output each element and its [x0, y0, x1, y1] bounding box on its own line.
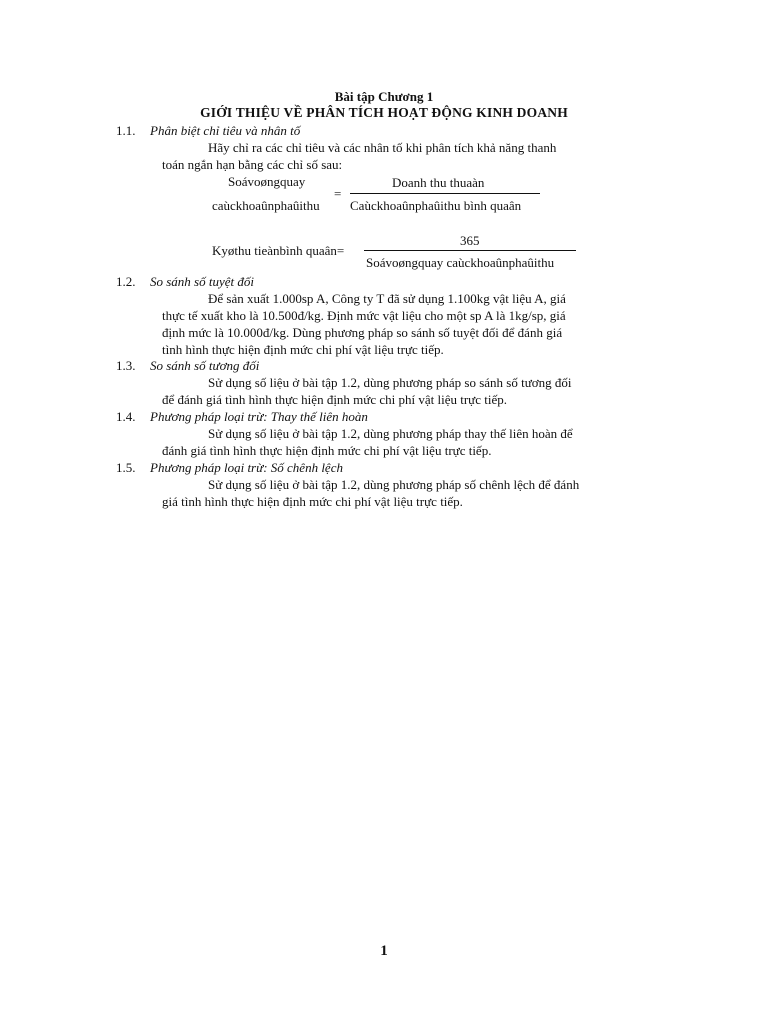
section-heading-1-1	[116, 122, 300, 139]
section-heading-1-5	[116, 459, 343, 476]
section-1-4-line-1: Sử dụng số liệu ở bài tập 1.2, dùng phương pháp thay thế liên hoàn để	[208, 426, 573, 441]
section-1-3-line-2: để đánh giá tình hình thực hiện định mức chi phí vật liệu trực tiếp.	[162, 392, 507, 407]
section-title: Phương pháp loại trừ: Thay thế liên hoàn	[150, 409, 368, 424]
formula1-left-bottom: caùckhoaûnphaûithu	[212, 198, 320, 213]
section-heading-1-4	[116, 408, 368, 425]
section-title: So sánh số tuyệt đối	[150, 274, 254, 289]
section-1-2-line-3: định mức là 10.000đ/kg. Dùng phương pháp so sánh số tuyệt đối để đánh giá	[162, 325, 563, 340]
formula2-denominator: Soávoøngquay caùckhoaûnphaûithu	[366, 255, 555, 270]
formula1-equals: =	[334, 186, 342, 201]
section-title: Phương pháp loại trừ: Số chênh lệch	[150, 460, 343, 475]
section-1-1-line-1: Hãy chỉ ra các chỉ tiêu và các nhân tố khi phân tích khả năng thanh	[208, 140, 557, 155]
section-1-2-line-1: Để sản xuất 1.000sp A, Công ty T đã sử dụng 1.100kg vật liệu A, giá	[208, 291, 566, 306]
section-title: So sánh số tương đối	[150, 358, 260, 373]
section-number: 1.5.	[116, 460, 136, 475]
section-title: Phân biệt chỉ tiêu và nhân tố	[150, 123, 301, 138]
formula2-numerator: 365	[460, 233, 480, 248]
document-title: Bài tập Chương 1	[334, 89, 434, 104]
section-heading-1-2	[116, 273, 254, 290]
section-number: 1.3.	[116, 358, 136, 373]
section-1-2-line-4: tình hình thực hiện định mức chi phí vật liệu trực tiếp.	[162, 342, 444, 357]
section-number: 1.1.	[116, 123, 136, 138]
section-1-2-line-2: thực tế xuất kho là 10.500đ/kg. Định mức vật liệu cho một sp A là 1kg/sp, giá	[162, 308, 566, 323]
section-1-5-line-1: Sử dụng số liệu ở bài tập 1.2, dùng phương pháp số chênh lệch để đánh	[208, 477, 580, 492]
formula1-fraction-line	[350, 193, 540, 194]
page-number: 1	[380, 943, 388, 959]
section-1-3-line-1: Sử dụng số liệu ở bài tập 1.2, dùng phương pháp so sánh số tương đối	[208, 375, 572, 390]
document-subtitle: GIỚI THIỆU VỀ PHÂN TÍCH HOẠT ĐỘNG KINH DOANH	[200, 105, 568, 120]
section-heading-1-3	[116, 357, 259, 374]
formula1-numerator: Doanh thu thuaàn	[392, 175, 485, 190]
section-1-4-line-2: đánh giá tình hình thực hiện định mức chi phí vật liệu trực tiếp.	[162, 443, 492, 458]
section-number: 1.2.	[116, 274, 136, 289]
formula1-denominator: Caùckhoaûnphaûithu bình quaân	[350, 198, 522, 213]
formula2-left: Kyøthu tieànbình quaân=	[212, 243, 345, 258]
section-1-5-line-2: giá tình hình thực hiện định mức chi phí vật liệu trực tiếp.	[162, 494, 463, 509]
formula1-left-top: Soávoøngquay	[228, 174, 306, 189]
formula2-fraction-line	[364, 250, 576, 251]
section-1-1-line-2: toán ngắn hạn bằng các chỉ số sau:	[162, 157, 343, 172]
section-number: 1.4.	[116, 409, 136, 424]
